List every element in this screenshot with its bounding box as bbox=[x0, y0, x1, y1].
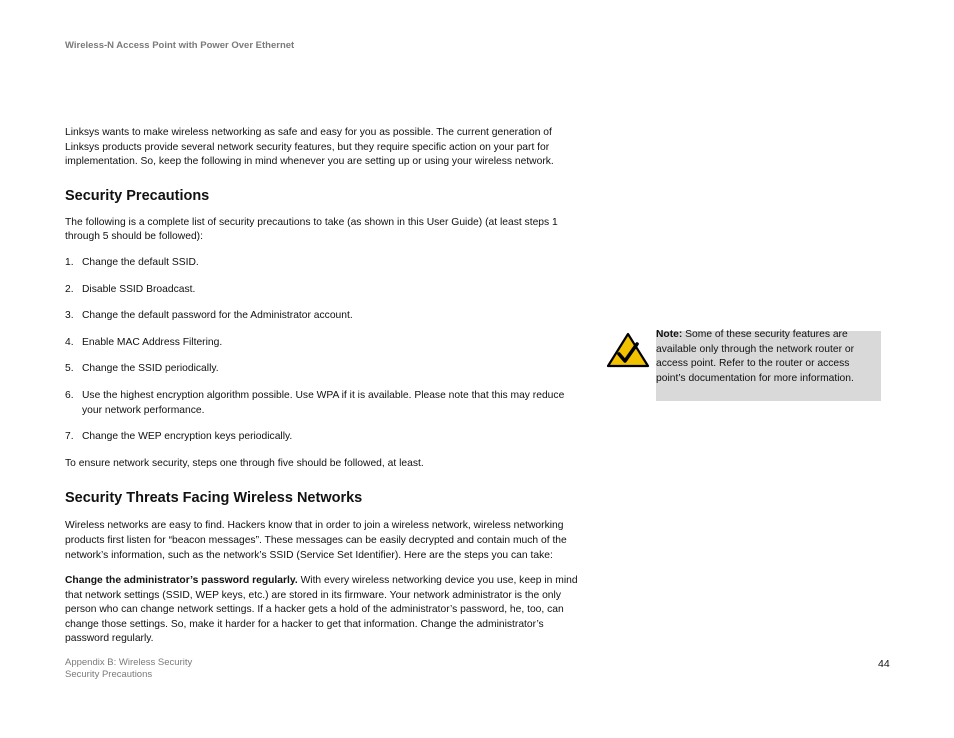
footer bbox=[65, 657, 192, 681]
list-item: 1. Change the default SSID. bbox=[65, 256, 199, 268]
note-text bbox=[656, 328, 876, 386]
section-heading-threats: Security Threats Facing Wireless Networks bbox=[65, 490, 363, 507]
note-body: Some of these security features are available only through the network router or access point. Refer to the router or access point’s documentation for more information. bbox=[656, 329, 855, 384]
admin-password-lead: Change the administrator’s password regularly. bbox=[65, 575, 298, 587]
precautions-closing: To ensure network security, steps one through five should be followed, at least. bbox=[65, 457, 424, 469]
footer-appendix: Appendix B: Wireless Security bbox=[65, 657, 193, 668]
list-item: 6. Use the highest encryption algorithm possible. Use WPA if it is available. Please note that this may reduce your network performance. bbox=[65, 389, 565, 416]
page-number: 44 bbox=[878, 658, 890, 670]
admin-password-body: With every wireless networking device you use, keep in mind that network settings (SSID, WEP keys, etc.) are stored in its firmware. Your network administrator is the only person who can change network settings. If a hacker gets a hold of the administrator’s password, he, too, can change those settings. So, make it harder for a hacker to get that information. Change the administrator’s password regularly. bbox=[65, 575, 578, 645]
list-item: 5. Change the SSID periodically. bbox=[65, 363, 219, 375]
section-heading-precautions: Security Precautions bbox=[65, 187, 210, 204]
precautions-lead: The following is a complete list of security precautions to take (as shown in this User Guide) (at least steps 1 through 5 should be followed): bbox=[65, 216, 558, 243]
precautions-list bbox=[65, 256, 580, 445]
list-item: 4. Enable MAC Address Filtering. bbox=[65, 336, 223, 348]
list-item: 7. Change the WEP encryption keys periodically. bbox=[65, 431, 293, 443]
running-header: Wireless-N Access Point with Power Over Ethernet bbox=[65, 40, 295, 51]
threats-paragraph: Wireless networks are easy to find. Hackers know that in order to join a wireless network, wireless networking products first listen for “beacon messages”. These messages can be easily decrypted and contain much of the network’s information, such as the network’s SSID (Service Set Identifier). Here are the steps you can take: bbox=[65, 520, 567, 561]
intro-paragraph: Linksys wants to make wireless networking as safe and easy for you as possible. The current generation of Linksys products provide several network security features, but they require specific action on your part for implementation. So, keep the following in mind whenever you are setting up or using your wireless network. bbox=[65, 127, 554, 168]
main-content bbox=[65, 126, 580, 647]
checkmark-warning-icon bbox=[606, 332, 650, 368]
list-item: 3. Change the default password for the Administrator account. bbox=[65, 310, 353, 322]
list-item: 2. Disable SSID Broadcast. bbox=[65, 283, 196, 295]
footer-section: Security Precautions bbox=[65, 669, 153, 680]
note-lead: Note: bbox=[656, 329, 683, 340]
admin-password-paragraph bbox=[65, 574, 580, 647]
